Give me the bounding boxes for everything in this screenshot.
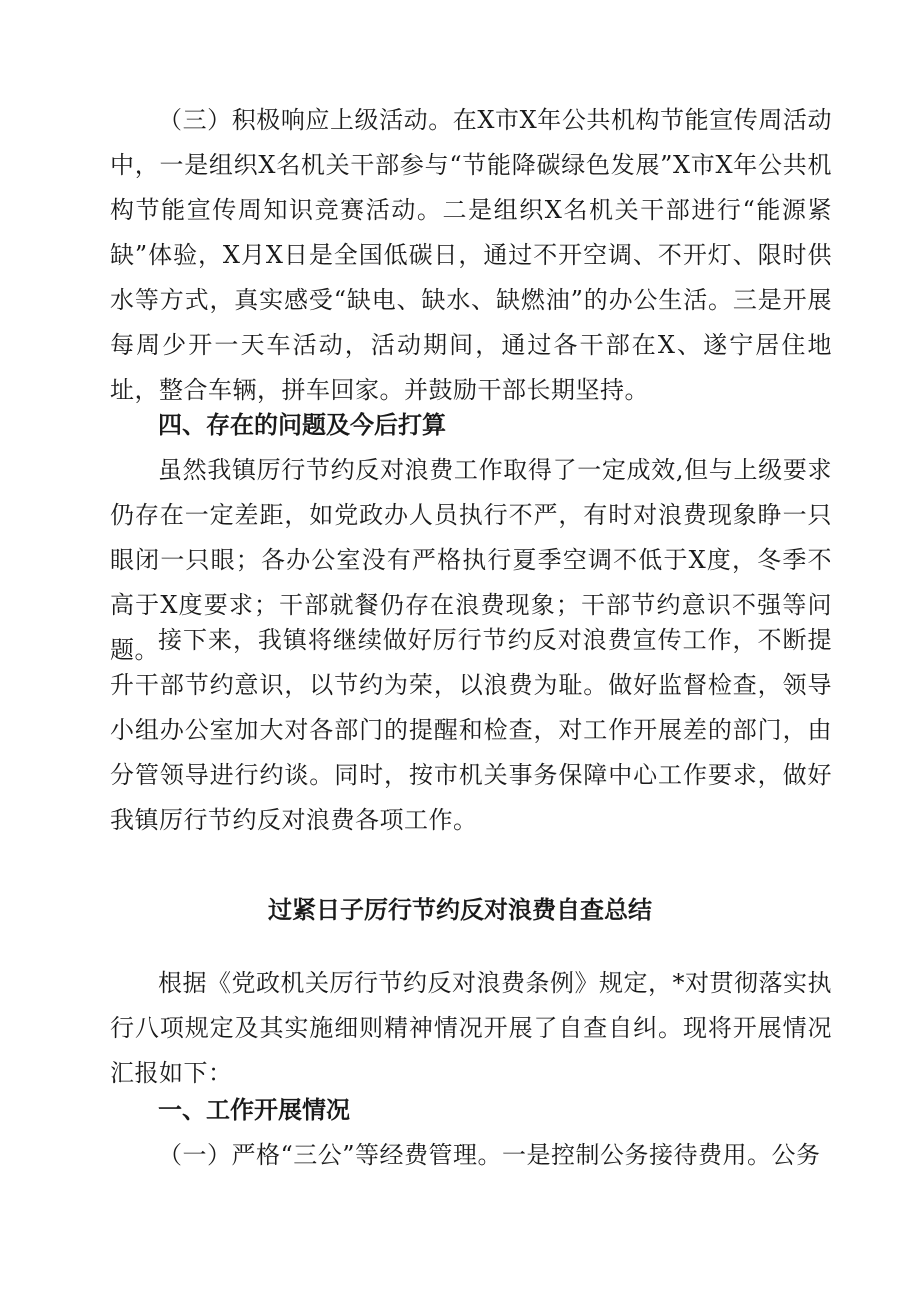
paragraph-three-public-funds: （一）严格“三公”等经费管理。一是控制公务接待费用。公务 xyxy=(158,1141,821,1169)
paragraph-problems: 虽然我镇厉行节约反对浪费工作取得了一定成效,但与上级要求仍存在一定差距，如党政办人员执行不严，有时对浪费现象睁一只眼闭一只眼；各办公室没有严格执行夏季空调不低于X度，冬季不高于X度要求；干部就餐仍存在浪费现象；干部节约意识不强等问题。 xyxy=(110,456,832,664)
section-heading-problems: 四、存在的问题及今后打算 xyxy=(158,411,446,439)
paragraph-next-steps: 接下来，我镇将继续做好厉行节约反对浪费宣传工作，不断提升干部节约意识，以节约为荣，以浪费为耻。做好监督检查，领导小组办公室加大对各部门的提醒和检查，对工作开展差的部门，由分管领导进行约谈。同时，按市机关事务保障中心工作要求，做好我镇厉行节约反对浪费各项工作。 xyxy=(110,626,832,834)
section-heading-work: 一、工作开展情况 xyxy=(158,1096,350,1124)
paragraph-active-response: （三）积极响应上级活动。在X市X年公共机构节能宣传周活动中，一是组织X名机关干部参与“节能降碳绿色发展”X市X年公共机构节能宣传周知识竞赛活动。二是组织X名机关干部进行“能源紧缺”体验，X月X日是全国低碳日，通过不开空调、不开灯、限时供水等方式，真实感受“缺电、缺水、缺燃油”的办公生活。三是开展每周少开一天车活动，活动期间，通过各干部在X、遂宁居住地址，整合车辆，拼车回家。并鼓励干部长期坚持。 xyxy=(110,106,832,404)
paragraph-intro: 根据《党政机关厉行节约反对浪费条例》规定，*对贯彻落实执行八项规定及其实施细则精神情况开展了自查自纠。现将开展情况汇报如下： xyxy=(110,969,832,1087)
document-title: 过紧日子厉行节约反对浪费自查总结 xyxy=(268,896,652,924)
